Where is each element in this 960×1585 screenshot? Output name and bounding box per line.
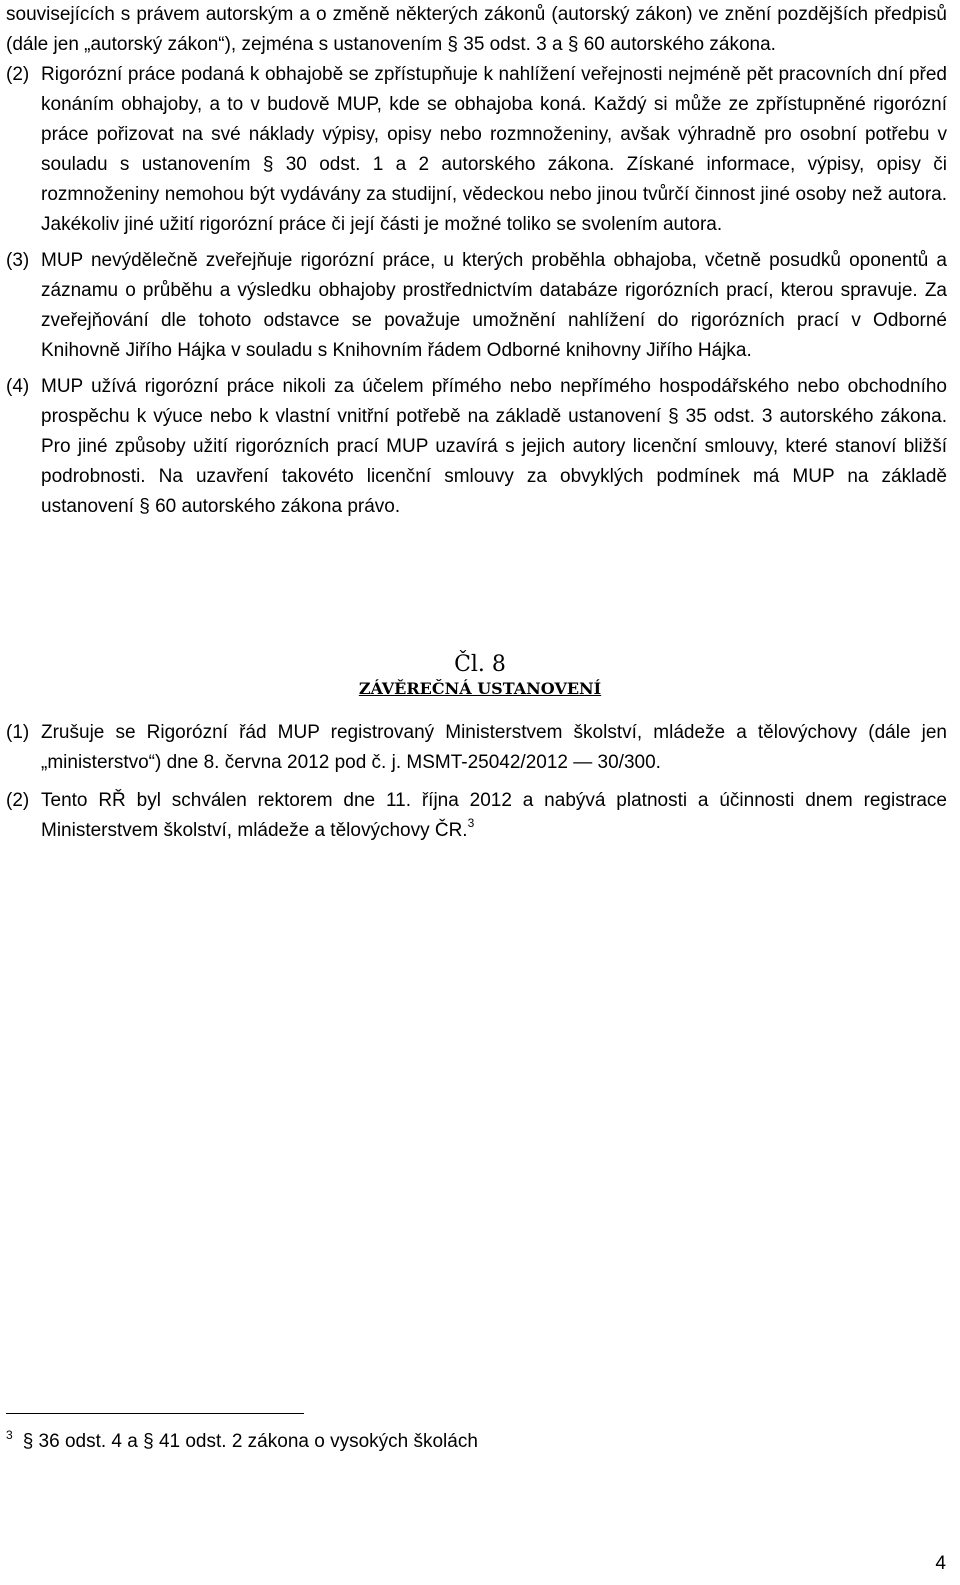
footnote-text: § 36 odst. 4 a § 41 odst. 2 zákona o vysokých školách [22,1431,478,1452]
paragraph-number: (2) [6,790,30,811]
paragraph-number: (4) [6,376,30,397]
paragraph-number: (3) [6,250,30,271]
continuation-paragraph: souvisejících s právem autorským a o změně některých zákonů (autorský zákon) ve znění pozdějších předpisů (dále jen „autorský zákon“), zejména s ustanovením § 35 odst. 3 a § 60 autorského zákona. [6,4,947,55]
article-number: Čl. 8 [454,652,506,677]
paragraph-text: MUP nevýdělečně zveřejňuje rigorózní práce, u kterých proběhla obhajoba, včetně posudků oponentů a záznamu o průběhu a výsledku obhajoby prostřednictvím databáze rigorózních prací, kterou spravuje. Za zveřejňování dle tohoto odstavce se považuje umožnění nahlížení do rigorózních prací v Odborné Knihovně Jiřího Hájka v souladu s Knihovním řádem Odborné knihovny Jiřího Hájka. [41,250,947,361]
paragraph-text: Rigorózní práce podaná k obhajobě se zpřístupňuje k nahlížení veřejnosti nejméně pět pracovních dní před konáním obhajoby, a to v budově MUP, kde se obhajoba koná. Každý si může ze zpřístupněné rigorózní práce pořizovat na své náklady výpisy, opisy nebo rozmnoženiny, avšak výhradně pro osobní potřebu v souladu s ustanovením § 30 odst. 1 a 2 autorského zákona. Získané informace, výpisy, opisy či rozmnoženiny nemohou být vydávány za studijní, vědeckou nebo jinou tvůrčí činnost jiné osoby než autora. Jakékoliv jiné užití rigorózní práce či její části je možné toliko se svolením autora. [41,64,947,235]
paragraph-number: (1) [6,722,30,743]
paragraph-text: MUP užívá rigorózní práce nikoli za účelem přímého nebo nepřímého hospodářského nebo obchodního prospěchu k výuce nebo k vlastní vnitřní potřebě na základě ustanovení § 35 odst. 3 autorského zákona. Pro jiné způsoby užití rigorózních prací MUP uzavírá s jejich autory licenční smlouvy, které stanoví bližší podrobnosti. Na uzavření takovéto licenční smlouvy za obvyklých podmínek má MUP na základě ustanovení § 60 autorského zákona právo. [41,376,947,517]
paragraph-text: Zrušuje se Rigorózní řád MUP registrovaný Ministerstvem školství, mládeže a tělovýchovy (dále jen „ministerstvo“) dne 8. června 2012 pod č. j. MSMT-25042/2012 — 30/300. [41,722,947,773]
footnote-reference[interactable]: 3 [467,816,475,830]
paragraph-2 [6,60,947,240]
footnote-mark: 3 [6,1428,13,1442]
page-number: 4 [935,1553,946,1574]
paragraph-3 [6,246,947,366]
final-paragraph-1 [6,718,947,778]
footnote [6,1430,478,1454]
paragraph-4 [6,372,947,522]
paragraph-text: Tento RŘ byl schválen rektorem dne 11. října 2012 a nabývá platnosti a účinnosti dnem registrace Ministerstvem školství, mládeže a tělovýchovy ČR. [41,790,947,841]
final-paragraph-2 [6,786,947,846]
final-provisions-block [6,718,947,846]
article-title: ZÁVĚREČNÁ USTANOVENÍ [358,679,602,698]
footnote-separator [6,1413,304,1414]
paragraph-number: (2) [6,64,30,85]
main-text-block [6,0,947,522]
